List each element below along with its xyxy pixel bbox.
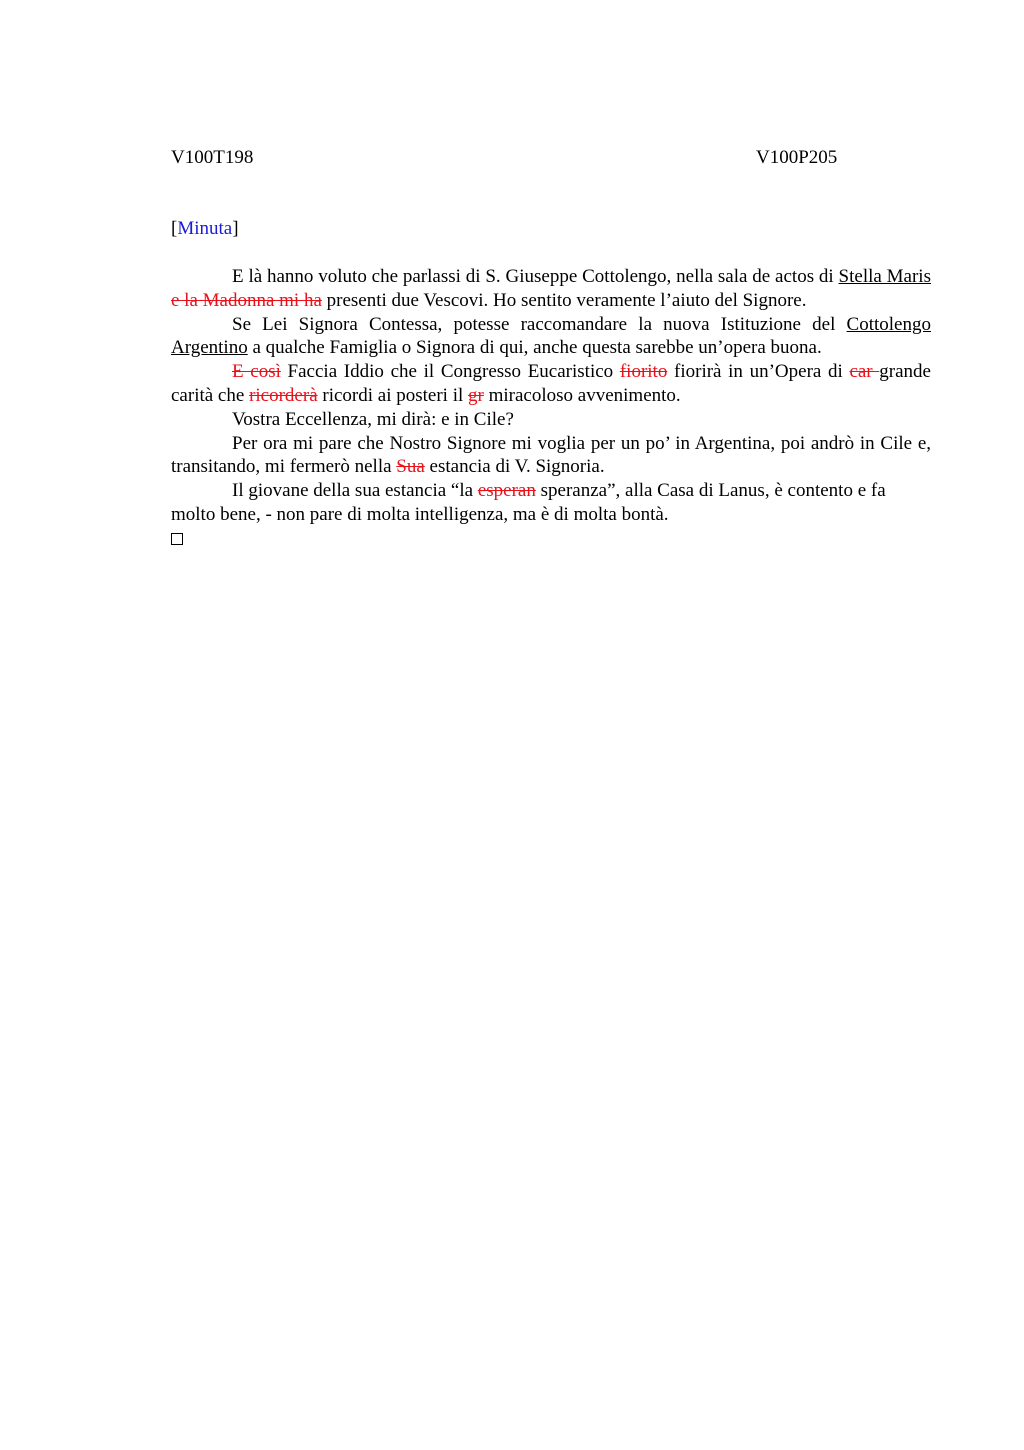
paragraph-5 [171, 432, 931, 480]
text-run: ricordi ai posteri il [317, 384, 469, 406]
paragraph-1 [171, 265, 931, 313]
minuta-link[interactable]: Minuta [177, 218, 233, 239]
deleted-text: Sua [396, 456, 425, 478]
text-run: presenti due Vescovi. Ho sentito veramente l’aiuto del Signore. [321, 289, 807, 311]
minuta-label [171, 218, 239, 240]
underlined-text: Cottolengo Argentino [171, 313, 931, 359]
text-run: fiorirà in un’Opera di [667, 361, 850, 383]
text-run: grande carità che [171, 361, 931, 406]
text-run: Faccia Iddio che il Congresso Eucaristico [280, 361, 620, 383]
deleted-text: esperan [477, 480, 536, 502]
paragraph-2 [171, 313, 931, 361]
text-run: Per ora mi pare che Nostro Signore mi voglia per un po’ in Argentina, poi andrò in Cile e, transitando, mi fermerò nella [171, 432, 931, 478]
paragraph-3 [171, 360, 931, 408]
deleted-text: car [849, 361, 880, 383]
text-run: estancia di V. Signoria. [424, 456, 605, 478]
deleted-text: fiorito [619, 361, 668, 383]
text-run: speranza”, alla Casa di Lanus, è contento e fa molto bene, - non pare di molta intelligenza, ma è di molta bontà. [171, 480, 886, 525]
text-run: Se Lei Signora Contessa, potesse raccomandare la nuova Istituzione del [232, 313, 847, 335]
text-run: miracoloso avvenimento. [483, 384, 681, 406]
text-run: Il giovane della sua estancia “la [232, 480, 478, 502]
letter-body [171, 265, 931, 552]
deleted-text: ricorderà [249, 384, 318, 406]
square-icon [171, 533, 183, 545]
paragraph-6 [171, 479, 931, 527]
close-bracket: ] [232, 218, 239, 239]
paragraph-4 [171, 408, 931, 432]
deleted-text: E così [232, 361, 281, 383]
text-run: a qualche Famiglia o Signora di qui, anche questa sarebbe un’opera buona. [247, 337, 822, 359]
open-bracket: [ [171, 218, 178, 239]
text-run: E là hanno voluto che parlassi di S. Giuseppe Cottolengo, nella sala de actos di [232, 266, 839, 287]
document-code-right: V100P205 [756, 147, 838, 168]
underlined-text: Stella Maris [838, 266, 931, 287]
deleted-text: gr [468, 384, 484, 406]
deleted-text: e la Madonna mi ha [171, 289, 322, 311]
document-code-left: V100T198 [171, 147, 254, 168]
text-run: Vostra Eccellenza, mi dirà: e in Cile? [232, 408, 514, 430]
end-marker-box [171, 527, 931, 552]
